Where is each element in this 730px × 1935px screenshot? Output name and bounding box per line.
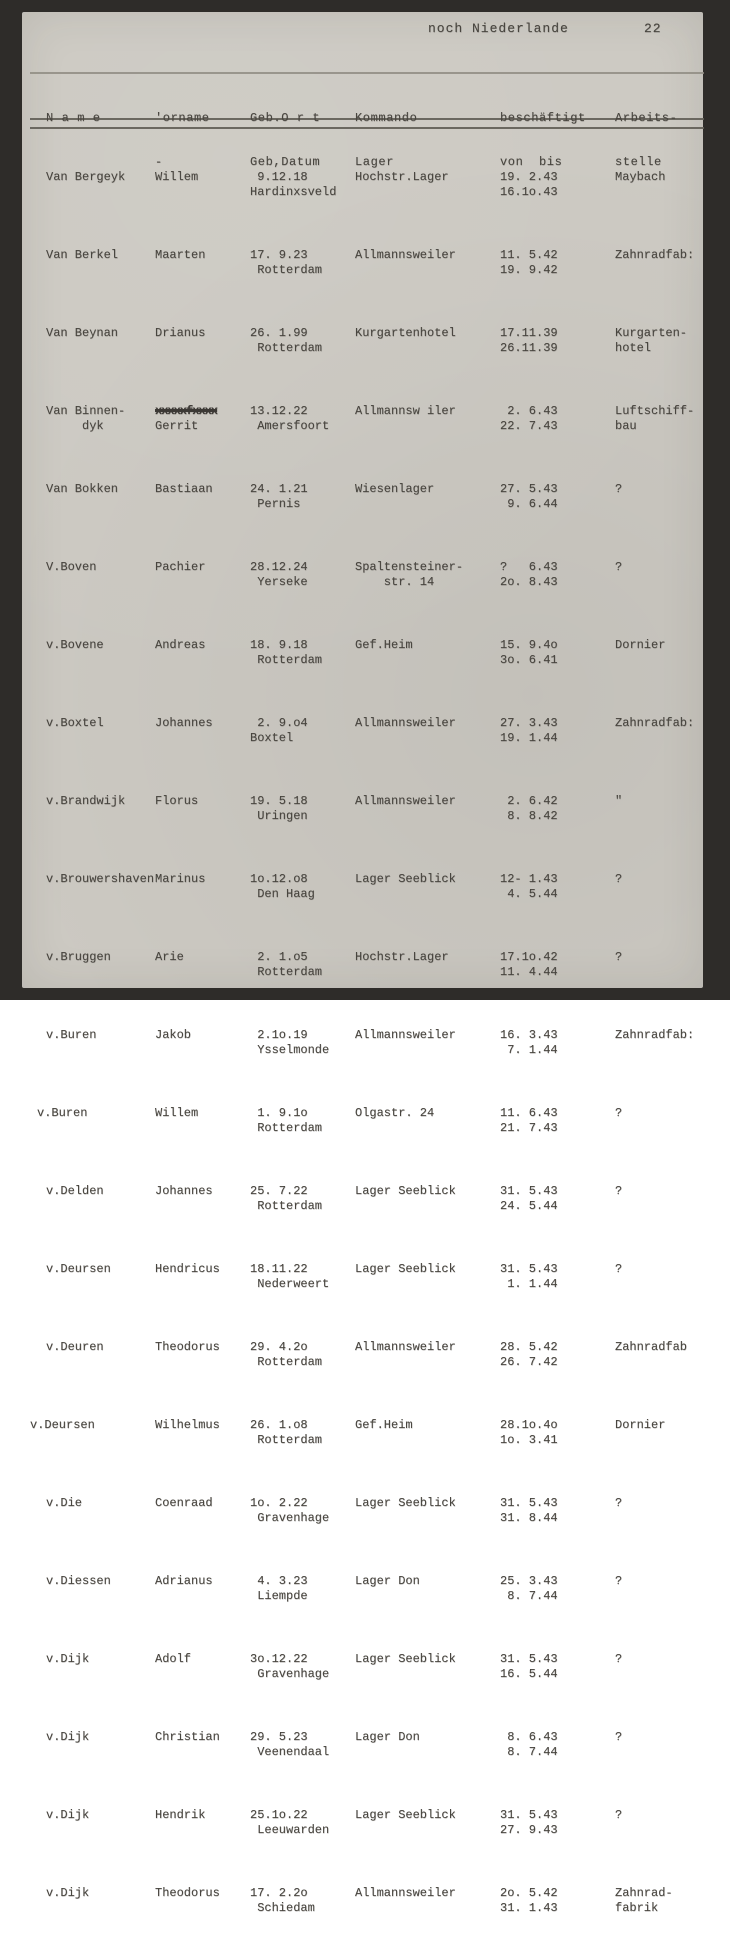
cell-kommando: Lager Seeblick [355, 1652, 456, 1666]
col-header-vorname: 'orname - [155, 111, 210, 169]
cell-vorname: Hendricus [155, 1262, 220, 1276]
cell-kommando: Hochstr.Lager [355, 170, 449, 184]
cell-kommando: Olgastr. 24 [355, 1106, 435, 1120]
cell-geburt: 29. 5.23 Veenendaal [250, 1730, 330, 1759]
cell-name: v.Dijk [46, 1886, 90, 1900]
cell-name: v.Diessen [46, 1574, 111, 1588]
cell-arbeitsstelle: Zahnradfab: [615, 248, 695, 262]
col-header-name: N a m e [46, 111, 101, 125]
table-row [46, 1028, 703, 1063]
cell-kommando: Gef.Heim [355, 1418, 413, 1432]
cell-arbeitsstelle: Dornier [615, 638, 666, 652]
table-row [46, 248, 703, 283]
cell-geburt: 18. 9.18 Rotterdam [250, 638, 323, 667]
cell-arbeitsstelle: Luftschiff- bau [615, 404, 695, 433]
cell-geburt: 2. 1.o5 Rotterdam [250, 950, 323, 979]
table-row [46, 1496, 703, 1531]
cell-vorname: Arie [155, 950, 184, 964]
cell-beschaeftigt: 27. 3.43 19. 1.44 [500, 716, 558, 745]
cell-name: v.Deursen [30, 1418, 95, 1432]
table-row [46, 1886, 703, 1921]
cell-arbeitsstelle: Maybach [615, 170, 666, 184]
table-row [46, 482, 703, 517]
cell-arbeitsstelle: ? [615, 1184, 623, 1198]
table-row [46, 1652, 703, 1687]
cell-arbeitsstelle: ? [615, 482, 623, 496]
cell-arbeitsstelle: ? [615, 1574, 623, 1588]
cell-name: v.Dijk [46, 1808, 90, 1822]
cell-beschaeftigt: 27. 5.43 9. 6.44 [500, 482, 558, 511]
cell-name: v.Dijk [46, 1730, 90, 1744]
cell-arbeitsstelle: " [615, 794, 623, 808]
cell-vorname: Andreas [155, 638, 206, 652]
cell-geburt: 29. 4.2o Rotterdam [250, 1340, 323, 1369]
cell-name: v.Brouwershaven [46, 872, 155, 886]
cell-geburt: 9.12.18 Hardinxsveld [250, 170, 337, 199]
cell-geburt: 24. 1.21 Pernis [250, 482, 308, 511]
cell-vorname: Theodorus [155, 1886, 220, 1900]
cell-vorname: Hendrik [155, 1808, 206, 1822]
cell-arbeitsstelle: Zahnradfab: [615, 716, 695, 730]
cell-kommando: Allmannsweiler [355, 248, 456, 262]
cell-name: v.Deursen [46, 1262, 111, 1276]
cell-vorname: Johannes [155, 716, 213, 730]
table-row [46, 1262, 703, 1297]
table-row [46, 560, 703, 595]
cell-geburt: 18.11.22 Nederweert [250, 1262, 330, 1291]
cell-vorname: Wilhelmus [155, 1418, 220, 1432]
cell-geburt: 25. 7.22 Rotterdam [250, 1184, 323, 1213]
cell-beschaeftigt: 31. 5.43 27. 9.43 [500, 1808, 558, 1837]
cell-vorname: Maarten [155, 248, 206, 262]
cell-beschaeftigt: ? 6.43 2o. 8.43 [500, 560, 558, 589]
cell-beschaeftigt: 28. 5.42 26. 7.42 [500, 1340, 558, 1369]
cell-name: v.Buren [46, 1028, 97, 1042]
cell-kommando: Allmannsw iler [355, 404, 456, 418]
cell-vorname: xxxxxfxxxx Gerrit [155, 404, 218, 433]
cell-kommando: Lager Don [355, 1730, 420, 1744]
cell-name: Van Bokken [46, 482, 119, 496]
cell-name: v.Die [46, 1496, 83, 1510]
col-header-beschaeftigt: beschäftigt von bis [500, 111, 586, 169]
cell-geburt: 17. 2.2o Schiedam [250, 1886, 315, 1915]
paper-sheet [22, 12, 703, 1915]
cell-name: Van Beynan [46, 326, 119, 340]
cell-kommando: Allmannsweiler [355, 794, 456, 808]
cell-geburt: 19. 5.18 Uringen [250, 794, 308, 823]
cell-vorname: Willem [155, 1106, 199, 1120]
cell-geburt: 1o. 2.22 Gravenhage [250, 1496, 330, 1525]
cell-arbeitsstelle: ? [615, 1808, 623, 1822]
cell-kommando: Lager Seeblick [355, 1262, 456, 1276]
cell-beschaeftigt: 16. 3.43 7. 1.44 [500, 1028, 558, 1057]
cell-geburt: 28.12.24 Yerseke [250, 560, 308, 589]
cell-arbeitsstelle: ? [615, 872, 623, 886]
cell-geburt: 26. 1.o8 Rotterdam [250, 1418, 323, 1447]
cell-name: V.Boven [46, 560, 97, 574]
table-row [46, 326, 703, 361]
cell-geburt: 1o.12.o8 Den Haag [250, 872, 315, 901]
cell-beschaeftigt: 19. 2.43 16.1o.43 [500, 170, 558, 199]
cell-kommando: Lager Seeblick [355, 1496, 456, 1510]
header-top-rule [30, 72, 704, 74]
table-row [46, 794, 703, 829]
col-header-arbeitsstelle: Arbeits- stelle [615, 111, 678, 169]
cell-kommando: Wiesenlager [355, 482, 435, 496]
cell-beschaeftigt: 2. 6.42 8. 8.42 [500, 794, 558, 823]
cell-arbeitsstelle: ? [615, 1106, 623, 1120]
col-header-geburt: Geb.O r t Geb,Datum [250, 111, 321, 169]
cell-arbeitsstelle: ? [615, 1496, 623, 1510]
col-header-kommando: Kommando Lager [355, 111, 418, 169]
cell-beschaeftigt: 2o. 5.42 31. 1.43 [500, 1886, 558, 1915]
cell-kommando: Allmannsweiler [355, 1340, 456, 1354]
table-row [46, 404, 703, 439]
cell-name: v.Delden [46, 1184, 104, 1198]
cell-kommando: Allmannsweiler [355, 716, 456, 730]
cell-kommando: Lager Don [355, 1574, 420, 1588]
cell-beschaeftigt: 8. 6.43 8. 7.44 [500, 1730, 558, 1759]
cell-kommando: Hochstr.Lager [355, 950, 449, 964]
cell-beschaeftigt: 17.1o.42 11. 4.44 [500, 950, 558, 979]
cell-arbeitsstelle: ? [615, 560, 623, 574]
cell-vorname: Drianus [155, 326, 206, 340]
cell-name: v.Deuren [46, 1340, 104, 1354]
cell-arbeitsstelle: ? [615, 950, 623, 964]
cell-kommando: Allmannsweiler [355, 1028, 456, 1042]
cell-kommando: Lager Seeblick [355, 1184, 456, 1198]
cell-geburt: 4. 3.23 Liempde [250, 1574, 308, 1603]
table-row [30, 1418, 703, 1453]
cell-geburt: 3o.12.22 Gravenhage [250, 1652, 330, 1681]
table-row [46, 1340, 703, 1375]
cell-kommando: Kurgartenhotel [355, 326, 456, 340]
table-row [46, 950, 703, 985]
cell-beschaeftigt: 31. 5.43 24. 5.44 [500, 1184, 558, 1213]
cell-vorname: Adrianus [155, 1574, 213, 1588]
cell-arbeitsstelle: Zahnradfab: [615, 1028, 695, 1042]
cell-name: v.Dijk [46, 1652, 90, 1666]
cell-name: Van Berkel [46, 248, 119, 262]
cell-geburt: 1. 9.1o Rotterdam [250, 1106, 323, 1135]
cell-geburt: 2.1o.19 Ysselmonde [250, 1028, 330, 1057]
cell-beschaeftigt: 2. 6.43 22. 7.43 [500, 404, 558, 433]
table-row [46, 872, 703, 907]
table-row [46, 1808, 703, 1843]
cell-geburt: 17. 9.23 Rotterdam [250, 248, 323, 277]
cell-kommando: Spaltensteiner- str. 14 [355, 560, 464, 589]
cell-vorname: Coenraad [155, 1496, 213, 1510]
table-row [46, 716, 703, 751]
cell-name: v.Buren [37, 1106, 88, 1120]
cell-beschaeftigt: 25. 3.43 8. 7.44 [500, 1574, 558, 1603]
cell-arbeitsstelle: ? [615, 1652, 623, 1666]
cell-geburt: 25.1o.22 Leeuwarden [250, 1808, 330, 1837]
cell-beschaeftigt: 17.11.39 26.11.39 [500, 326, 558, 355]
table-row [46, 170, 703, 205]
table-row [46, 638, 703, 673]
cell-geburt: 13.12.22 Amersfoort [250, 404, 330, 433]
cell-name: v.Bovene [46, 638, 104, 652]
cell-beschaeftigt: 11. 5.42 19. 9.42 [500, 248, 558, 277]
cell-beschaeftigt: 11. 6.43 21. 7.43 [500, 1106, 558, 1135]
cell-beschaeftigt: 31. 5.43 1. 1.44 [500, 1262, 558, 1291]
cell-beschaeftigt: 15. 9.4o 3o. 6.41 [500, 638, 558, 667]
cell-kommando: Gef.Heim [355, 638, 413, 652]
cell-name: v.Boxtel [46, 716, 104, 730]
cell-beschaeftigt: 31. 5.43 31. 8.44 [500, 1496, 558, 1525]
cell-beschaeftigt: 12- 1.43 4. 5.44 [500, 872, 558, 901]
cell-vorname: Florus [155, 794, 199, 808]
cell-arbeitsstelle: Dornier [615, 1418, 666, 1432]
cell-geburt: 2. 9.o4 Boxtel [250, 716, 308, 745]
cell-vorname: Marinus [155, 872, 206, 886]
page-number: 22 [644, 21, 662, 36]
cell-vorname: Pachier [155, 560, 206, 574]
cell-arbeitsstelle: Kurgarten- hotel [615, 326, 688, 355]
cell-arbeitsstelle: ? [615, 1730, 623, 1744]
cell-kommando: Lager Seeblick [355, 1808, 456, 1822]
cell-vorname: Bastiaan [155, 482, 213, 496]
cell-name: Van Binnen- dyk [46, 404, 126, 433]
cell-vorname: Theodorus [155, 1340, 220, 1354]
cell-name: Van Bergeyk [46, 170, 126, 184]
table-body [30, 141, 703, 1935]
cell-geburt: 26. 1.99 Rotterdam [250, 326, 323, 355]
table-row [46, 1184, 703, 1219]
cell-vorname: Jakob [155, 1028, 192, 1042]
cell-kommando: Lager Seeblick [355, 872, 456, 886]
cell-vorname: Johannes [155, 1184, 213, 1198]
cell-arbeitsstelle: ? [615, 1262, 623, 1276]
page-header-note: noch Niederlande [428, 21, 569, 36]
cell-arbeitsstelle: Zahnradfab [615, 1340, 688, 1354]
cell-name: v.Bruggen [46, 950, 111, 964]
table-row [46, 1574, 703, 1609]
table-row [46, 1730, 703, 1765]
cell-beschaeftigt: 31. 5.43 16. 5.44 [500, 1652, 558, 1681]
cell-vorname: Adolf [155, 1652, 192, 1666]
cell-name: v.Brandwijk [46, 794, 126, 808]
table-row [37, 1106, 703, 1141]
cell-arbeitsstelle: Zahnrad- fabrik [615, 1886, 673, 1915]
cell-vorname: Christian [155, 1730, 220, 1744]
cell-kommando: Allmannsweiler [355, 1886, 456, 1900]
cell-beschaeftigt: 28.1o.4o 1o. 3.41 [500, 1418, 558, 1447]
cell-vorname: Willem [155, 170, 199, 184]
